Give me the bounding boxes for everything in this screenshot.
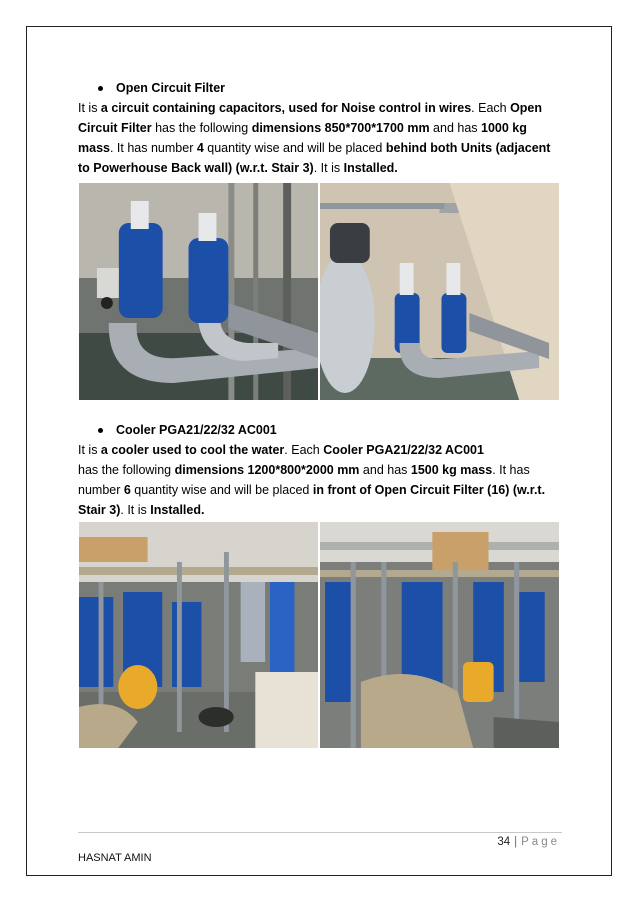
- bold-text-run: a cooler used to cool the water: [100, 443, 285, 457]
- bold-text-run: in front of Open Circuit Filter (16) (w.r.t. Stair 3): [78, 483, 546, 517]
- photo-filter-units-left: [79, 183, 318, 400]
- photo-cooler-units-left: [79, 522, 318, 748]
- text-run: . It has number: [109, 141, 197, 155]
- text-run: . It has number: [78, 463, 530, 497]
- photo-filter-units-right: [320, 183, 559, 400]
- bullet-dot: [98, 428, 103, 433]
- section-heading-bullet: [78, 420, 564, 440]
- bold-text-run: 4: [196, 141, 204, 155]
- footer-author: HASNAT AMIN: [78, 852, 152, 864]
- page-word: Page: [521, 836, 560, 848]
- page-number-block: [497, 836, 560, 848]
- page-separator: |: [514, 836, 518, 848]
- section-paragraph: [78, 440, 564, 520]
- section-open-circuit-filter: [78, 78, 564, 178]
- bold-text-run: Installed.: [150, 503, 205, 517]
- text-run: . Each: [284, 443, 324, 457]
- section-cooler: [78, 420, 564, 520]
- section-heading: Cooler PGA21/22/32 AC001: [116, 423, 277, 437]
- bold-text-run: behind both Units (adjacent to Powerhouse Back wall) (w.r.t. Stair 3): [78, 141, 551, 175]
- bold-text-run: Open Circuit Filter: [78, 101, 543, 135]
- text-run: It is: [78, 101, 101, 115]
- section-heading-bullet: [78, 78, 564, 98]
- bold-text-run: Cooler PGA21/22/32 AC001: [323, 443, 484, 457]
- bullet-dot: [98, 86, 103, 91]
- bold-text-run: 1500 kg mass: [410, 463, 493, 477]
- text-run: has the following: [151, 121, 252, 135]
- bold-text-run: a circuit containing capacitors, used for Noise control in wires: [100, 101, 472, 115]
- text-run: has the following: [78, 463, 175, 477]
- bold-text-run: dimensions 850*700*1700 mm: [251, 121, 430, 135]
- footer-divider: [78, 832, 562, 833]
- text-run: and has: [429, 121, 482, 135]
- photo-cooler-units-right: [320, 522, 559, 748]
- bold-text-run: 1000 kg mass: [78, 121, 527, 155]
- photo-row-filters: [79, 183, 559, 400]
- section-heading: Open Circuit Filter: [116, 81, 226, 95]
- bold-text-run: Installed.: [343, 161, 398, 175]
- text-run: . It is: [120, 503, 151, 517]
- text-run: and has: [359, 463, 411, 477]
- text-run: quantity wise and will be placed: [130, 483, 313, 497]
- text-run: . Each: [471, 101, 511, 115]
- page-number: 34: [497, 836, 511, 848]
- text-run: . It is: [313, 161, 344, 175]
- section-paragraph: [78, 98, 564, 178]
- photo-row-coolers: [79, 522, 559, 748]
- text-run: It is: [78, 443, 101, 457]
- bold-text-run: 6: [123, 483, 131, 497]
- text-run: quantity wise and will be placed: [203, 141, 386, 155]
- bold-text-run: dimensions 1200*800*2000 mm: [174, 463, 360, 477]
